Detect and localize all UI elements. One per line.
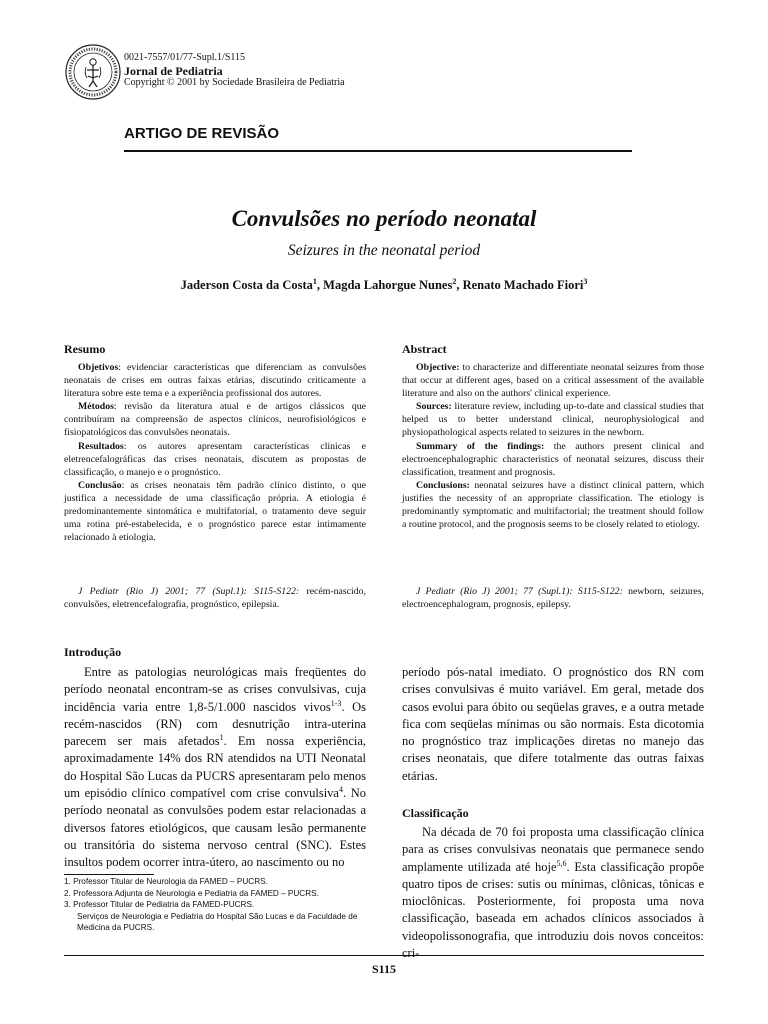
abstract-text: the authors present clinical and electroencephalographic characteristics of neonatal seizures, discuss their classification, treatment and prognosis. [402, 440, 705, 478]
classification-body [402, 824, 704, 962]
keywords: newborn, seizures, electroencephalogram, prognosis, epilepsy. [402, 586, 705, 611]
keywords: recém-nascido, convulsões, eletrencefalografia, prognóstico, epilepsia. [64, 586, 367, 611]
body-text: . Em nossa experiência, aproximadamente 14% dos RN atendidos na UTI Neonatal do Hospital São Lucas da PUCRS apresentaram pelo menos um episódio clínico compatível com crise convulsiva [64, 734, 367, 801]
abstract-text: to characterize and differentiate neonatal seizures from those that occur at different ages, based on a critical assessment of the available literature and also on the authors' clinical experience. [402, 362, 704, 400]
label-separator: : [121, 479, 131, 491]
resumo-text: evidenciar características que diferenciam as convulsões neonatais de crises em outras faixas etárias, discutindo criticamente a literatura sobre este tema e a experiência profissional dos autores. [64, 362, 367, 400]
classification-heading: Classificação [402, 806, 469, 820]
resumo-citation [64, 585, 366, 611]
label-separator: : [113, 401, 125, 413]
page-number: S115 [371, 962, 396, 976]
body-text: Entre as patologias neurológicas mais freqüentes do período neonatal encontram-se as crises convulsivas, cuja incidência varia entre 1,8-5/1.000 nascidos vivos [64, 665, 366, 714]
intro-paragraph [64, 664, 366, 872]
abstract-paragraph [402, 400, 704, 439]
society-seal-icon [64, 43, 122, 101]
reference-marker: 5,6 [556, 858, 567, 868]
classification-paragraph [402, 824, 704, 962]
page-footer-rule [64, 955, 704, 956]
abstract-paragraph [402, 361, 704, 400]
author-separator: , [456, 278, 463, 293]
body-text: . No período neonatal as convulsões podem estar relacionadas a diversos fatores etiológicos, que causam lesão permanente ou transitória do sistema nervoso central (SNC). Estes insultos podem ocorrer intra-útero, ao nascimento ou no [64, 786, 367, 870]
footnote: 2. Professora Adjunta de Neurologia e Pediatria da FAMED – PUCRS. [64, 888, 319, 898]
abstract-label: Objective: [416, 362, 460, 373]
abstract-body [402, 361, 704, 531]
copyright-line: Copyright © 2001 by Sociedade Brasileira de Pediatria [124, 77, 345, 88]
author-affiliation-ref: 1 [312, 277, 317, 286]
resumo-heading: Resumo [64, 342, 106, 356]
intro-continuation [402, 664, 704, 785]
resumo-text: os autores apresentam características clínicas e eletrencefalográficas das crises neonatais, discutem as propostas de classificação, o manejo e o prognóstico. [64, 440, 366, 478]
intro-body [64, 664, 366, 872]
resumo-paragraph [64, 361, 366, 400]
label-separator: : [123, 440, 138, 452]
author-name: Jaderson Costa da Costa [180, 278, 313, 293]
reference-marker: 1-3 [330, 698, 342, 708]
resumo-body [64, 361, 366, 544]
resumo-label: Objetivos [78, 362, 119, 373]
author-name: Magda Lahorgue Nunes [323, 278, 453, 293]
abstract-label: Summary of the findings: [416, 440, 545, 452]
author-separator: , [316, 278, 324, 293]
resumo-paragraph [64, 400, 366, 439]
resumo-text: revisão da literatura atual e de artigos clássicos que contribuíram na compreensão de aspectos clínicos, neurofisiológicos e fisiopatológicos das convulsões neonatais. [64, 401, 367, 439]
footnotes [64, 876, 370, 934]
resumo-label: Métodos [78, 401, 114, 413]
resumo-label: Resultados [78, 440, 124, 452]
author-affiliation-ref: 2 [452, 277, 457, 286]
abstract-citation [402, 585, 704, 611]
body-text: Na década de 70 foi proposta uma classificação clínica para as crises convulsivas neonatais que permanece sendo amplamente utilizada até hoje [402, 825, 704, 874]
journal-header [124, 52, 345, 90]
resumo-text: as crises neonatais têm padrão clínico distinto, o que justifica a necessidade de uma classificação própria. A etiologia é predominantemente sintomática e multifatorial, o tratamento deve seguir uma rotina pré-estabelecida, e o prognóstico parece estar intimamente relacionado à etiologia. [64, 479, 366, 544]
journal-name: Jornal de Pediatria [124, 63, 223, 78]
abstract-label: Sources: [416, 401, 452, 413]
article-subtitle: Seizures in the neonatal period [287, 242, 481, 259]
issn-code: 0021-7557/01/77-Supl.1/S115 [124, 52, 246, 63]
label-separator: : [118, 362, 128, 373]
citation-ref: J Pediatr (Rio J) 2001; 77 (Supl.1): S115-S122: [78, 586, 300, 597]
author-affiliation-ref: 3 [583, 277, 588, 286]
footnote: 3. Professor Titular de Pediatria da FAMED-PUCRS. [64, 900, 255, 909]
abstract-paragraph [402, 479, 704, 531]
footnote: 1. Professor Titular de Neurologia da FAMED – PUCRS. [64, 877, 268, 886]
citation-ref: J Pediatr (Rio J) 2001; 77 (Supl.1): S115-S122: [416, 586, 623, 597]
article-title: Convulsões no período neonatal [231, 206, 537, 231]
footnote-affiliation: Serviços de Neurologia e Pediatria do Hospital São Lucas e da Faculdade de Medicina da PUCRS. [77, 911, 358, 932]
footnote-rule [64, 874, 154, 875]
abstract-text: neonatal seizures have a distinct clinical pattern, which justifies the necessity of an appropriate classification. The etiology is predominantly symptomatic and multifactorial; the treatment should follow a routine protocol, and the prognosis seems to be closely related to etiology. [402, 479, 704, 531]
author-name: Renato Machado Fiori [462, 278, 584, 293]
intro-heading: Introdução [64, 645, 122, 659]
abstract-heading: Abstract [402, 342, 447, 356]
abstract-paragraph [402, 440, 704, 479]
resumo-paragraph [64, 440, 366, 479]
reference-marker: 4 [338, 784, 343, 794]
reference-marker: 1 [219, 733, 224, 743]
body-text: . Os recém-nascidos (RN) com desnutrição intra-uterina parecem ser mais afetados [64, 699, 366, 749]
continuation-text: período pós-natal imediato. O prognóstico dos RN com crises convulsivas é muito variável. Em geral, metade dos casos evolui para óbito ou seqüelas graves, e a outra metade fica com seqüelas mínimas ou são normais. Esta dicotomia no prognóstico traz implicações diretas no manejo das crises neonatais, que difere totalmente das outras faixas etárias. [402, 665, 704, 783]
resumo-label: Conclusão [78, 479, 122, 491]
author-list [0, 277, 768, 293]
abstract-label: Conclusions: [416, 479, 470, 491]
body-text: . Esta classificação propõe quatro tipos de crises: sutis ou mínimas, clônicas, tônicas e mioclônicas. Posteriormente, foi proposta uma nova classificação, baseada em achados clínicos associados à videopolissonografia, que introduziu dois novos conceitos: cri- [402, 859, 704, 961]
section-label: ARTIGO DE REVISÃO [124, 125, 632, 152]
resumo-paragraph [64, 479, 366, 544]
abstract-text: literature review, including up-to-date and classical studies that helped us to better understand clinical, neurophysiological and physiopathological aspects related to seizures in the newborn. [402, 401, 705, 439]
label-separator [544, 441, 554, 452]
